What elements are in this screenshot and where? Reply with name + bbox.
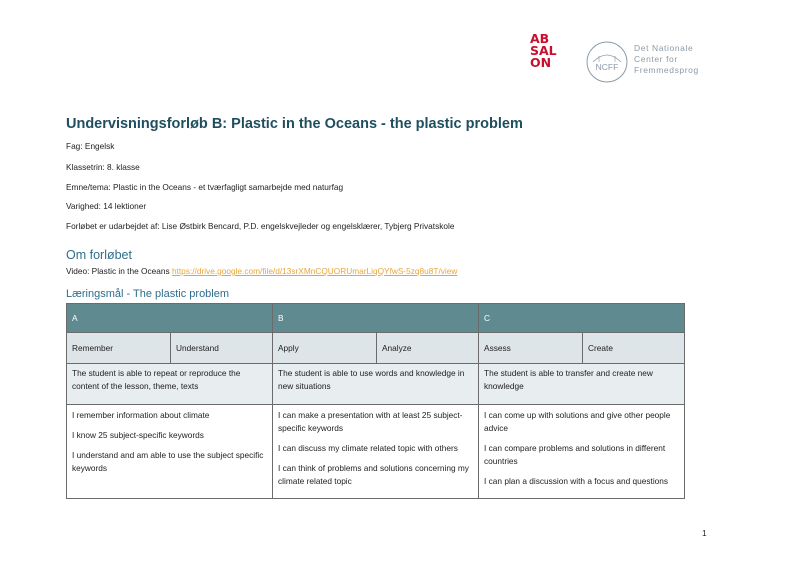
table-description-row — [67, 364, 685, 405]
meta-klassetrin: Klassetrin: 8. klasse — [66, 162, 140, 172]
page-number: 1 — [702, 528, 707, 538]
absalon-logo-line-1: AB — [530, 31, 550, 46]
statement-a-1: I remember information about climate — [72, 410, 210, 420]
statement-c-3: I can plan a discussion with a focus and questions — [484, 476, 669, 486]
statement-b-2: I can discuss my climate related topic with others — [278, 443, 458, 453]
statement-b-3: I can think of problems and solutions concerning my climate related topic — [278, 463, 469, 486]
absalon-logo-line-2: SAL — [530, 43, 557, 58]
level-assess: Assess — [479, 333, 583, 364]
group-b-header: B — [273, 304, 479, 333]
level-understand: Understand — [171, 333, 273, 364]
ncff-text-line-2: Center for — [634, 54, 678, 64]
description-b: The student is able to use words and knowledge in new situations — [273, 364, 479, 405]
absalon-logo — [530, 33, 570, 69]
video-line — [66, 266, 457, 276]
table-statement-row — [67, 405, 685, 499]
document-title: Undervisningsforløb B: Plastic in the Oceans - the plastic problem — [66, 116, 523, 132]
level-analyze: Analyze — [377, 333, 479, 364]
ncff-logo — [585, 40, 629, 84]
level-create: Create — [583, 333, 685, 364]
ncff-logo-mark: NCFF — [595, 62, 619, 72]
statement-a-3: I understand and am able to use the subject specific keywords — [72, 450, 264, 473]
meta-emne: Emne/tema: Plastic in the Oceans - et tværfagligt samarbejde med naturfag — [66, 182, 344, 192]
statements-a — [67, 405, 273, 499]
statements-c — [479, 405, 685, 499]
ncff-text-line-3: Fremmedsprog — [634, 65, 699, 75]
statement-c-2: I can compare problems and solutions in different countries — [484, 443, 666, 466]
meta-fag: Fag: Engelsk — [66, 141, 115, 151]
level-remember: Remember — [67, 333, 171, 364]
subsection-heading: Læringsmål - The plastic problem — [66, 288, 230, 300]
ncff-logo-text — [634, 43, 699, 76]
group-a-header: A — [67, 304, 273, 333]
statement-b-1: I can make a presentation with at least 25 subject-specific keywords — [278, 410, 463, 433]
level-apply: Apply — [273, 333, 377, 364]
group-c-header: C — [479, 304, 685, 333]
description-c: The student is able to transfer and create new knowledge — [479, 364, 685, 405]
video-label: Video: Plastic in the Oceans — [66, 266, 170, 276]
absalon-logo-line-3: ON — [530, 55, 552, 70]
table-group-row — [67, 304, 685, 333]
description-a: The student is able to repeat or reproduce the content of the lesson, theme, texts — [67, 364, 273, 405]
statements-b — [273, 405, 479, 499]
video-link[interactable]: https://drive.google.com/file/d/13srXMnCQUORUmarLiqQYfwS-5zq8u8T/view — [171, 266, 458, 276]
learning-goals-table — [66, 303, 685, 499]
table-level-row — [67, 333, 685, 364]
section-heading: Om forløbet — [66, 248, 132, 262]
statement-a-2: I know 25 subject-specific keywords — [72, 430, 204, 440]
meta-varighed: Varighed: 14 lektioner — [66, 201, 147, 211]
meta-udarbejdet: Forløbet er udarbejdet af: Lise Østbirk Bencard, P.D. engelskvejleder og engelsklærer, Tybjerg Privatskole — [66, 221, 455, 231]
statement-c-1: I can come up with solutions and give other people advice — [484, 410, 671, 433]
ncff-text-line-1: Det Nationale — [634, 43, 694, 53]
